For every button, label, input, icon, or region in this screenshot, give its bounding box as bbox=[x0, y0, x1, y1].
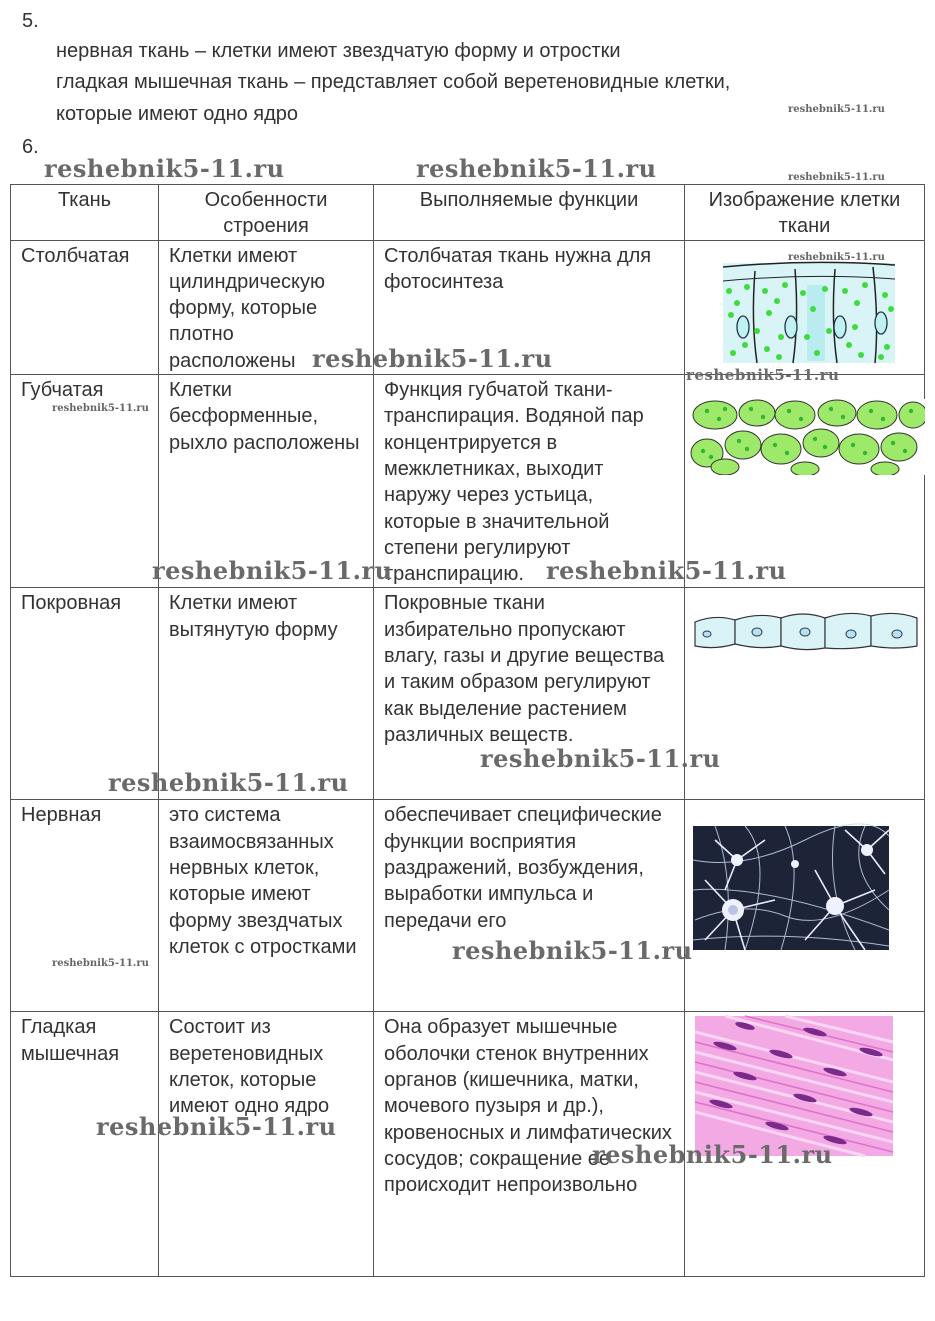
tissue-functions: Она образует мышечные оболочки стенок внутренних органов (кишечника, матки, мочевого пузыря и др.), кровеносных и лимфатических сосудов; сокращение ее происходит непроизвольно bbox=[374, 1012, 685, 1277]
tissue-name: Столбчатая bbox=[11, 240, 159, 374]
header-tissue: Ткань bbox=[11, 185, 159, 241]
watermark: reshebnik5-11.ru bbox=[108, 768, 349, 797]
watermark: reshebnik5-11.ru bbox=[546, 556, 787, 585]
watermark: reshebnik5-11.ru bbox=[788, 252, 885, 263]
watermark: reshebnik5-11.ru bbox=[686, 366, 840, 384]
tissue-structure: это система взаимосвязанных нервных клеток, которые имеют форму звездчатых клеток с отростками bbox=[159, 800, 374, 1012]
watermark: reshebnik5-11.ru bbox=[416, 154, 657, 183]
spongy-tissue-picture bbox=[685, 375, 925, 475]
tissue-name: Покровная bbox=[11, 588, 159, 800]
task6-number: 6. bbox=[22, 136, 39, 158]
nerve-tissue-picture bbox=[685, 800, 925, 960]
header-image: Изображение клетки ткани bbox=[685, 185, 925, 241]
watermark: reshebnik5-11.ru bbox=[480, 744, 721, 773]
watermark: reshebnik5-11.ru bbox=[592, 1140, 833, 1169]
watermark: reshebnik5-11.ru bbox=[52, 403, 149, 414]
task5-line-3: которые имеют одно ядро bbox=[56, 103, 299, 125]
tissue-structure: Состоит из веретеновидных клеток, которые имеют одно ядро bbox=[159, 1012, 374, 1277]
epidermal-tissue-picture bbox=[685, 588, 925, 668]
tissue-functions: Покровные ткани избирательно пропускают влагу, газы и другие вещества и таким образом регулируют как выделение растением различных веществ. bbox=[374, 588, 685, 800]
task5-line-2: гладкая мышечная ткань – представляет собой веретеновидные клетки, bbox=[56, 71, 731, 93]
watermark: reshebnik5-11.ru bbox=[788, 104, 885, 115]
task5-line-1: нервная ткань – клетки имеют звездчатую форму и отростки bbox=[56, 40, 621, 62]
tissue-name: Губчатая bbox=[11, 375, 159, 588]
watermark: reshebnik5-11.ru bbox=[52, 958, 149, 969]
tissue-functions: обеспечивает специфические функции восприятия раздражений, возбуждения, выработки импульса и передачи его bbox=[374, 800, 685, 1012]
tissue-structure: Клетки имеют вытянутую форму bbox=[159, 588, 374, 800]
watermark: reshebnik5-11.ru bbox=[452, 936, 693, 965]
tissue-name: Нервная bbox=[11, 800, 159, 1012]
tissue-functions: Столбчатая ткань нужна для фотосинтеза bbox=[374, 240, 685, 374]
tissue-structure: Клетки имеют цилиндрическую форму, которые плотно расположены bbox=[159, 240, 374, 374]
table-row bbox=[11, 800, 925, 1012]
watermark: reshebnik5-11.ru bbox=[44, 154, 285, 183]
table-header-row bbox=[11, 185, 925, 241]
tissue-image-cell bbox=[685, 800, 925, 1012]
task5-number: 5. bbox=[22, 10, 39, 32]
tissue-functions: Функция губчатой ткани- транспирация. Водяной пар концентрируется в межклетниках, выходит наружу через устьица, которые в значительной степени регулируют транспирацию. bbox=[374, 375, 685, 588]
watermark: reshebnik5-11.ru bbox=[96, 1112, 337, 1141]
tissue-structure: Клетки бесформенные, рыхло расположены bbox=[159, 375, 374, 588]
header-structure: Особенности строения bbox=[159, 185, 374, 241]
header-functions: Выполняемые функции bbox=[374, 185, 685, 241]
watermark: reshebnik5-11.ru bbox=[152, 556, 393, 585]
smooth-muscle-picture bbox=[685, 1012, 925, 1157]
tissue-name: Гладкая мышечная bbox=[11, 1012, 159, 1277]
watermark: reshebnik5-11.ru bbox=[788, 172, 885, 183]
watermark: reshebnik5-11.ru bbox=[312, 344, 553, 373]
